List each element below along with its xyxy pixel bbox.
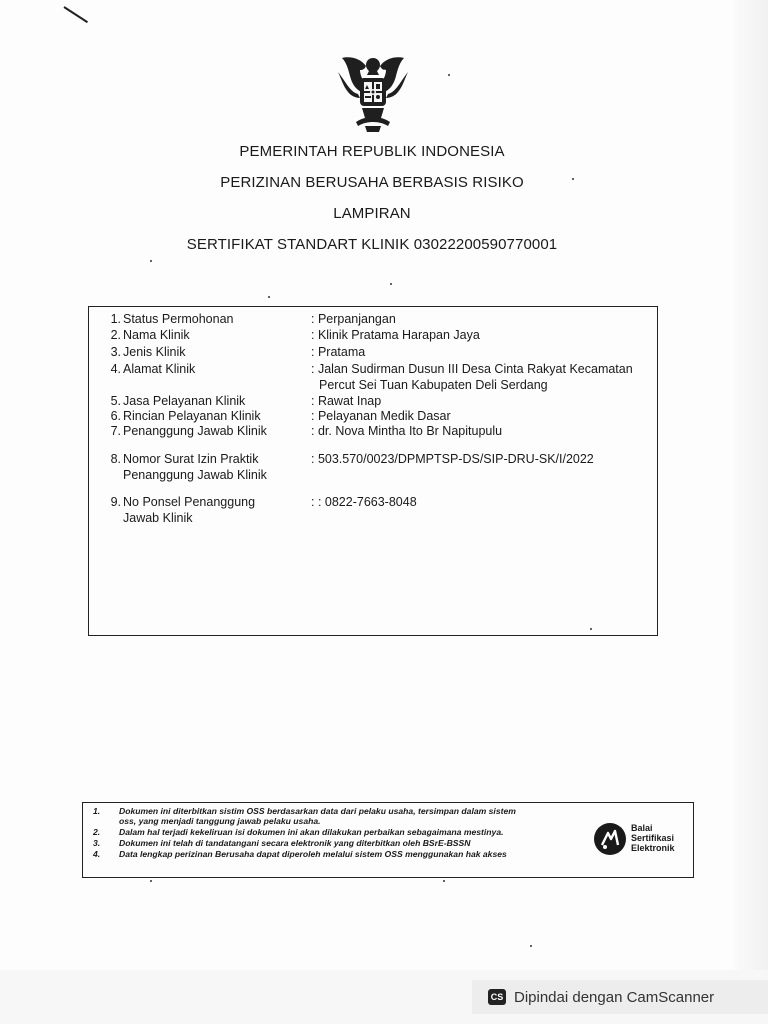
field-label: Alamat Klinik xyxy=(123,362,196,376)
field-value: : Pratama xyxy=(311,345,366,359)
note-text: Dokumen ini diterbitkan sistim OSS berdasarkan data dari pelaku usaha, tersimpan dalam sistem xyxy=(119,806,516,816)
field-row-phone xyxy=(89,494,659,528)
field-label-continued: Jawab Klinik xyxy=(123,511,193,525)
field-label: Jasa Pelayanan Klinik xyxy=(123,394,246,408)
note-number: 2. xyxy=(93,827,101,837)
field-number: 5. xyxy=(110,394,121,408)
note-text: Dokumen ini telah di tandatangani secara elektronik yang diterbitkan oleh BSrE-BSSN xyxy=(119,838,471,848)
note-text-continued: oss, yang menjadi tanggung jawab pelaku usaha. xyxy=(119,816,321,826)
corner-mark xyxy=(63,6,88,23)
garuda-emblem-icon xyxy=(334,52,412,134)
scan-speck xyxy=(150,880,152,882)
field-label: No Ponsel Penanggung xyxy=(123,495,256,509)
camscanner-watermark xyxy=(472,980,768,1014)
field-number: 1. xyxy=(110,312,121,326)
note-item xyxy=(83,806,583,826)
bsre-text-line: Balai xyxy=(631,823,653,833)
scan-speck xyxy=(530,945,532,947)
bsre-text xyxy=(631,823,675,853)
scan-speck xyxy=(150,260,152,262)
note-text: Dalam hal terjadi kekeliruan isi dokumen ini akan dilakukan perbaikan sebagaimana mestinya. xyxy=(119,827,504,837)
scan-speck xyxy=(268,296,270,298)
footer-notes-box xyxy=(82,802,694,878)
note-number: 3. xyxy=(93,838,101,848)
certificate-details-box xyxy=(88,306,658,636)
bsre-text-line: Sertifikasi xyxy=(631,833,675,843)
field-value: : Perpanjangan xyxy=(311,312,396,326)
field-value: : dr. Nova Mintha Ito Br Napitupulu xyxy=(311,424,503,438)
note-number: 1. xyxy=(93,806,101,816)
field-label: Status Permohonan xyxy=(123,312,234,326)
field-label: Nama Klinik xyxy=(123,328,190,342)
camscanner-text: Dipindai dengan CamScanner xyxy=(514,988,715,1006)
scan-speck xyxy=(448,74,450,76)
field-number: 6. xyxy=(110,409,121,423)
scan-speck xyxy=(443,880,445,882)
field-value: : : 0822-7663-8048 xyxy=(311,495,417,509)
note-text: Data lengkap perizinan Berusaha dapat diperoleh melalui sistem OSS menggunakan hak akses xyxy=(119,849,507,859)
heading-attachment: LAMPIRAN xyxy=(333,205,411,222)
heading-certificate: SERTIFIKAT STANDART KLINIK 03022200590770001 xyxy=(186,236,558,253)
note-number: 4. xyxy=(93,849,101,859)
field-label: Nomor Surat Izin Praktik xyxy=(123,452,259,466)
field-number: 2. xyxy=(110,328,121,342)
field-row-license-number xyxy=(89,451,659,485)
field-value: : Jalan Sudirman Dusun III Desa Cinta Rakyat Kecamatan xyxy=(311,362,633,376)
heading-government: PEMERINTAH REPUBLIK INDONESIA xyxy=(239,143,505,160)
field-label: Penanggung Jawab Klinik xyxy=(123,424,267,438)
field-value: : 503.570/0023/DPMPTSP-DS/SIP-DRU-SK/I/2022 xyxy=(311,452,594,466)
field-value-continued: Percut Sei Tuan Kabupaten Deli Serdang xyxy=(319,378,548,392)
field-value: : Klinik Pratama Harapan Jaya xyxy=(311,328,480,342)
bsre-text-line: Elektronik xyxy=(631,843,675,853)
field-label: Rincian Pelayanan Klinik xyxy=(123,409,261,423)
field-number: 8. xyxy=(110,452,121,466)
bsre-logo-icon xyxy=(593,821,627,857)
bsre-logo xyxy=(593,819,688,863)
field-label: Jenis Klinik xyxy=(123,345,186,359)
field-value: : Pelayanan Medik Dasar xyxy=(311,409,451,423)
heading-licensing: PERIZINAN BERUSAHA BERBASIS RISIKO xyxy=(220,174,524,191)
field-value: : Rawat Inap xyxy=(311,394,382,408)
field-label-continued: Penanggung Jawab Klinik xyxy=(123,468,267,482)
camscanner-logo-icon: CS xyxy=(488,989,506,1005)
field-number: 7. xyxy=(110,424,121,438)
field-number: 4. xyxy=(110,362,121,376)
field-row-address xyxy=(89,361,659,397)
scan-speck xyxy=(390,283,392,285)
field-number: 3. xyxy=(110,345,121,359)
field-number: 9. xyxy=(110,495,121,509)
